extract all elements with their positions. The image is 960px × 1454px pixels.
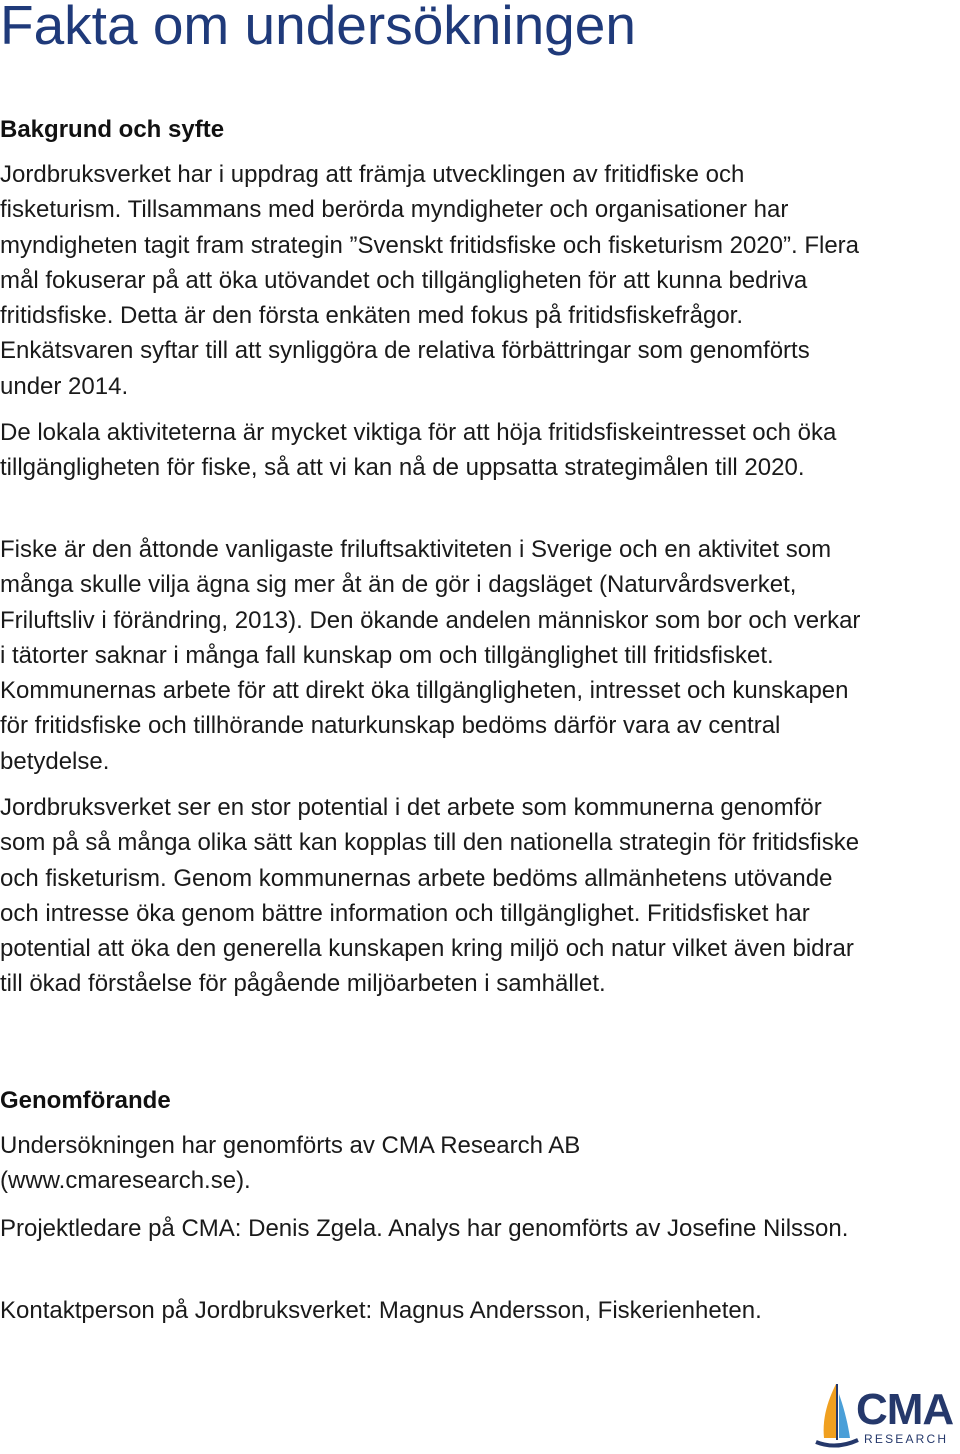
paragraph: De lokala aktiviteterna är mycket viktiga för att höja fritidsfiskeintresset och öka tillgängligheten för fiske, så att vi kan nå de uppsatta strategimålen till 2020. [0,419,837,482]
paragraph: Undersökningen har genomförts av CMA Research AB (www.cmaresearch.se). [0,1132,581,1195]
section-heading-background: Bakgrund och syfte [0,116,225,143]
paragraph: Fiske är den åttonde vanligaste friluftsaktiviteten i Sverige och en aktivitet som många skulle vilja ägna sig mer åt än de gör i dagsläget (Naturvårdsverket, Friluftsliv i förändring, 2013). Den ökande andelen människor som bor och verkar i tätorter saknar i många fall kunskap om och tillgänglighet till fritidsfisket. Kommunernas arbete för att direkt öka tillgängligheten, intresset och kunskapen för fritidsfiske och tillhörande naturkunskap bedöms därför vara av central betydelse. [0,536,861,775]
paragraph: Kontaktperson på Jordbruksverket: Magnus Andersson, Fiskerienheten. [0,1297,762,1324]
logo-name: CMA [856,1385,954,1434]
paragraph: Jordbruksverket har i uppdrag att främja utvecklingen av fritidfiske och fisketurism. Tillsammans med berörda myndigheter och organisationer har myndigheten tagit fram strategin ”Svenskt fritidsfiske och fisketurism 2020”. Flera mål fokuserar på att öka utövandet och tillgängligheten för att kunna bedriva fritidsfiske. Detta är den första enkäten med fokus på fritidsfiskefrågor. Enkätsvaren syftar till att synliggöra de relativa förbättringar som genomförts under 2014. [0,161,860,400]
section-heading-implementation: Genomförande [0,1087,171,1114]
page-title: Fakta om undersökningen [0,0,636,56]
logo-subtitle: RESEARCH [864,1432,949,1446]
paragraph: Projektledare på CMA: Denis Zgela. Analys har genomförts av Josefine Nilsson. [0,1215,849,1242]
cma-research-logo [806,1380,960,1450]
sailboat-icon [806,1380,862,1450]
paragraph: Jordbruksverket ser en stor potential i det arbete som kommunerna genomför som på så många olika sätt kan kopplas till den nationella strategin för fritidsfiske och fisketurism. Genom kommunernas arbete bedöms allmänhetens utövande och intresse öka genom bättre information och tillgänglighet. Fritidsfisket har potential att öka den generella kunskapen kring miljö och natur vilket även bidrar till ökad förståelse för pågående miljöarbeten i samhället. [0,794,860,998]
